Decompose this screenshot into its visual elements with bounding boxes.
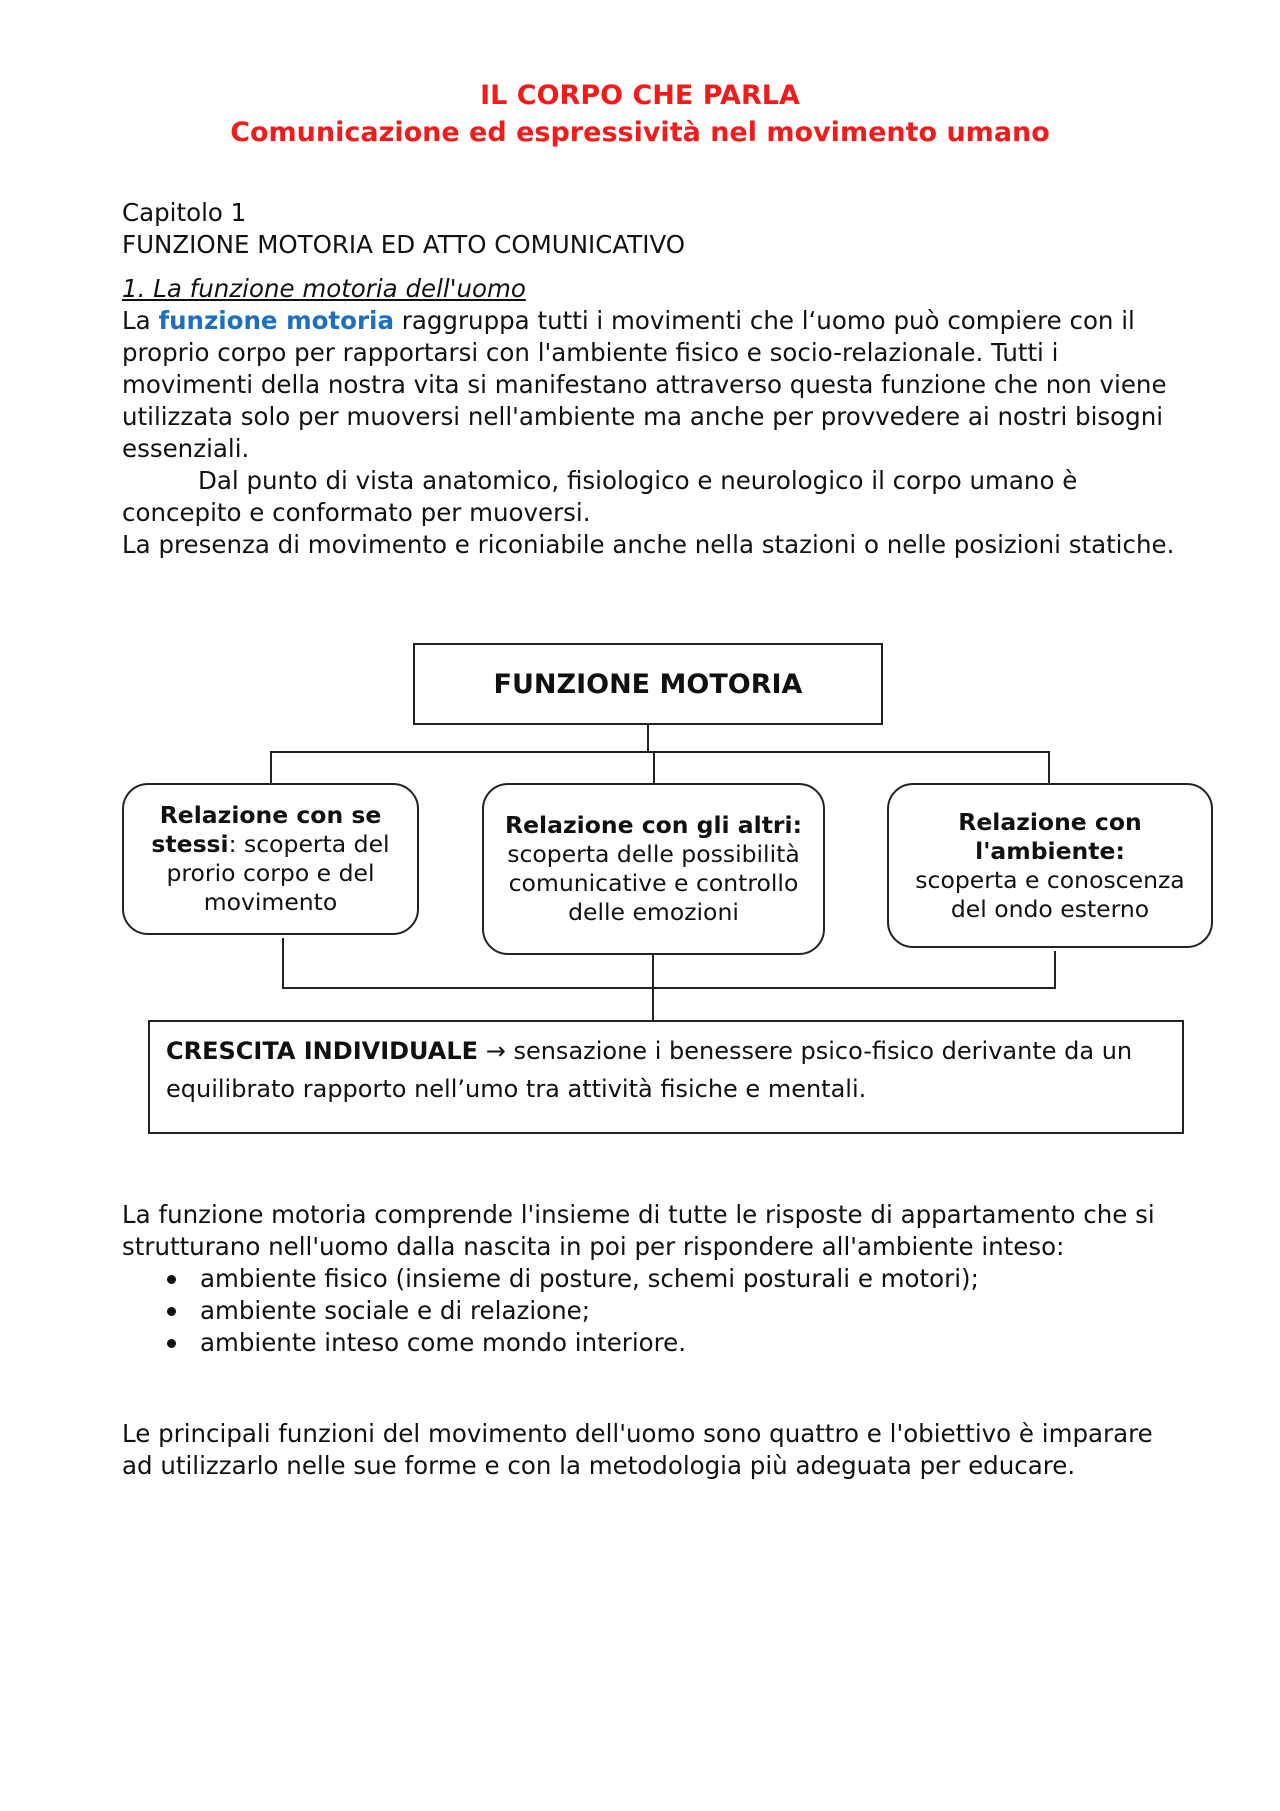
chapter-header xyxy=(122,197,1182,261)
intro-text-rest: raggruppa tutti i movimenti che l‘uomo può compiere con il proprio corpo per rapportarsi con l'ambiente fisico e socio-relazionale. Tutti i movimenti della nostra vita si manifestano attraverso questa funzione che non viene utilizzata solo per muoversi nell'ambiente ma anche per provvedere ai nostri bisogni essenziali. xyxy=(122,306,1167,463)
connector-mid-drop xyxy=(653,751,655,783)
list-item xyxy=(122,1327,1182,1359)
connector-left-rise xyxy=(282,938,284,988)
connector-bottom-horizontal xyxy=(282,987,1056,989)
arrow-right-icon: → xyxy=(485,1037,506,1065)
outcome-box xyxy=(148,1020,1184,1134)
outcome-text: sensazione i benessere psico-fisico derivante da un equilibrato rapporto nell’umo tra attività fisiche e mentali. xyxy=(166,1037,1133,1103)
relation-self-text: : scoperta del prorio corpo e del movimento xyxy=(166,830,390,916)
bullet-icon xyxy=(167,1339,176,1348)
document-subtitle: Comunicazione ed espressività nel movimento umano xyxy=(230,117,1050,148)
connector-top-horizontal xyxy=(270,751,1050,753)
anatomy-paragraph xyxy=(122,465,1182,529)
outcome-title: CRESCITA INDIVIDUALE xyxy=(166,1037,479,1065)
connector-to-outcome xyxy=(652,955,654,1020)
motor-function-paragraph: La funzione motoria comprende l'insieme di tutte le risposte di appartamento che si strutturano nell'uomo dalla nascita in poi per rispondere all'ambiente inteso: xyxy=(122,1200,1155,1261)
list-item xyxy=(122,1263,1182,1295)
intro-paragraph xyxy=(122,305,1182,465)
static-paragraph: La presenza di movimento e riconiabile anche nella stazioni o nelle posizioni statiche. xyxy=(122,530,1175,559)
bullet-icon xyxy=(167,1307,176,1316)
connector-right-drop xyxy=(1048,751,1050,783)
relation-environment-text: scoperta e conoscenza del ondo esterno xyxy=(915,865,1185,923)
relation-others-text: scoperta delle possibilità comunicative e controllo delle emozioni xyxy=(507,840,800,926)
relation-others-box xyxy=(482,783,825,955)
connector-root-down xyxy=(647,725,649,752)
list-item-text: ambiente sociale e di relazione; xyxy=(200,1296,590,1325)
movement-functions-paragraph: Le principali funzioni del movimento dell'uomo sono quattro e l'obiettivo è imparare ad utilizzarlo nelle sue forme e con la metodologia più adeguata per educare. xyxy=(122,1419,1153,1480)
relation-self-content xyxy=(134,801,407,917)
anatomy-text: Dal punto di vista anatomico, fisiologico e neurologico il corpo umano è concepito e conformato per muoversi. xyxy=(122,466,1078,527)
list-item-text: ambiente fisico (insieme di posture, schemi posturali e motori); xyxy=(200,1264,979,1293)
chapter-title: FUNZIONE MOTORIA ED ATTO COMUNICATIVO xyxy=(122,230,686,259)
relation-environment-content xyxy=(899,808,1201,924)
list-item-text: ambiente inteso come mondo interiore. xyxy=(200,1328,687,1357)
section-1 xyxy=(122,273,1182,561)
relation-others-title: Relazione con gli altri: xyxy=(505,811,802,839)
intro-text-start: La xyxy=(122,306,159,335)
chapter-label: Capitolo 1 xyxy=(122,198,247,227)
document-title: IL CORPO CHE PARLA xyxy=(480,80,800,111)
bullet-icon xyxy=(167,1275,176,1284)
connector-left-drop xyxy=(270,751,272,783)
relation-self-box xyxy=(122,783,419,935)
relation-self-title: Relazione con se stessi xyxy=(151,801,382,858)
connector-right-rise xyxy=(1054,951,1056,988)
relation-others-content xyxy=(494,811,813,927)
relation-environment-box xyxy=(887,783,1213,948)
diagram-root-box: FUNZIONE MOTORIA xyxy=(413,643,883,725)
environment-list xyxy=(122,1263,1182,1359)
relation-environment-title: Relazione con l'ambiente: xyxy=(958,807,1142,865)
list-item xyxy=(122,1295,1182,1327)
section-heading: 1. La funzione motoria dell'uomo xyxy=(122,274,526,303)
highlight-term: funzione motoria xyxy=(158,306,394,335)
